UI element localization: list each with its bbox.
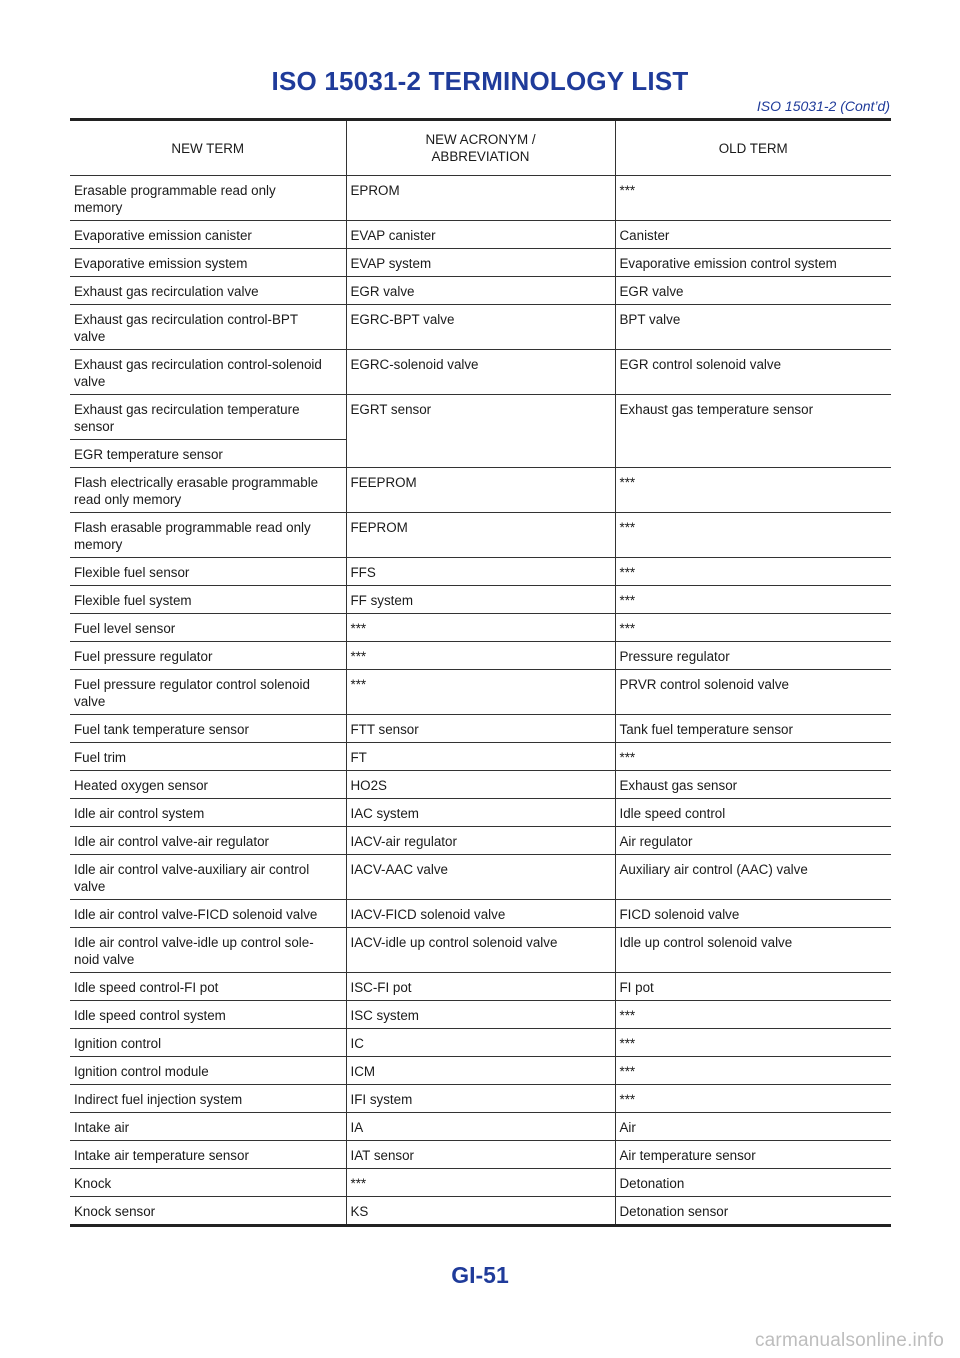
table-row — [70, 176, 891, 221]
new-term-cell: Ignition control module — [70, 1057, 346, 1085]
new-term-cell: Fuel tank temperature sensor — [70, 715, 346, 743]
old-term-cell: *** — [615, 558, 891, 586]
table-row — [70, 305, 891, 350]
table-row — [70, 928, 891, 973]
new-term-cell: Fuel trim — [70, 743, 346, 771]
new-term-cell: Erasable programmable read only memory — [70, 176, 346, 221]
acronym-cell: IFI system — [346, 1085, 615, 1113]
new-term-cell: Flexible fuel system — [70, 586, 346, 614]
new-term-cell: Evaporative emission system — [70, 249, 346, 277]
table-row — [70, 1001, 891, 1029]
table-row — [70, 900, 891, 928]
table-row — [70, 395, 891, 440]
acronym-cell: IC — [346, 1029, 615, 1057]
table-row — [70, 513, 891, 558]
old-term-cell: Detonation — [615, 1169, 891, 1197]
acronym-cell: HO2S — [346, 771, 615, 799]
old-term-cell: Air regulator — [615, 827, 891, 855]
acronym-cell: ISC-FI pot — [346, 973, 615, 1001]
new-term-cell: Idle speed control system — [70, 1001, 346, 1029]
old-term-cell: *** — [615, 1057, 891, 1085]
table-row — [70, 670, 891, 715]
new-term-cell: Idle air control valve-FICD solenoid valve — [70, 900, 346, 928]
page-subtitle: ISO 15031-2 (Cont’d) — [756, 98, 890, 114]
new-term-cell: EGR temperature sensor — [70, 440, 346, 468]
acronym-cell: *** — [346, 642, 615, 670]
old-term-cell: *** — [615, 176, 891, 221]
new-term-cell: Flexible fuel sensor — [70, 558, 346, 586]
new-term-cell: Intake air temperature sensor — [70, 1141, 346, 1169]
new-term-cell: Knock sensor — [70, 1197, 346, 1226]
acronym-cell: ICM — [346, 1057, 615, 1085]
table-row — [70, 642, 891, 670]
acronym-cell: FEPROM — [346, 513, 615, 558]
new-term-cell: Intake air — [70, 1113, 346, 1141]
acronym-cell: EVAP canister — [346, 221, 615, 249]
new-term-cell: Exhaust gas recirculation valve — [70, 277, 346, 305]
new-term-cell: Idle air control valve-idle up control sole- noid valve — [70, 928, 346, 973]
old-term-cell: Detonation sensor — [615, 1197, 891, 1226]
table-header — [70, 120, 891, 176]
new-term-cell: Ignition control — [70, 1029, 346, 1057]
old-term-cell: EGR valve — [615, 277, 891, 305]
table-row — [70, 221, 891, 249]
old-term-cell: BPT valve — [615, 305, 891, 350]
old-term-cell: FI pot — [615, 973, 891, 1001]
new-term-cell: Fuel pressure regulator — [70, 642, 346, 670]
old-term-cell: Evaporative emission control system — [615, 249, 891, 277]
column-header-acronym: NEW ACRONYM / ABBREVIATION — [346, 120, 615, 176]
acronym-cell: FEEPROM — [346, 468, 615, 513]
old-term-cell: *** — [615, 1029, 891, 1057]
old-term-cell: Idle up control solenoid valve — [615, 928, 891, 973]
old-term-cell: Air — [615, 1113, 891, 1141]
new-term-cell: Evaporative emission canister — [70, 221, 346, 249]
table-row — [70, 771, 891, 799]
new-term-cell: Idle speed control-FI pot — [70, 973, 346, 1001]
table-row — [70, 973, 891, 1001]
acronym-cell: KS — [346, 1197, 615, 1226]
old-term-cell: *** — [615, 586, 891, 614]
new-term-cell: Idle air control valve-auxiliary air control valve — [70, 855, 346, 900]
acronym-cell: *** — [346, 670, 615, 715]
acronym-cell: ISC system — [346, 1001, 615, 1029]
table-body — [70, 176, 891, 1226]
table-row — [70, 1141, 891, 1169]
acronym-cell: EPROM — [346, 176, 615, 221]
old-term-cell: *** — [615, 1085, 891, 1113]
new-term-cell: Flash electrically erasable programmable read only memory — [70, 468, 346, 513]
acronym-cell: EGRC-BPT valve — [346, 305, 615, 350]
new-term-cell: Knock — [70, 1169, 346, 1197]
old-term-cell: Auxiliary air control (AAC) valve — [615, 855, 891, 900]
old-term-cell: Pressure regulator — [615, 642, 891, 670]
acronym-cell: IACV-FICD solenoid valve — [346, 900, 615, 928]
table-row — [70, 1057, 891, 1085]
table-row — [70, 277, 891, 305]
new-term-cell: Flash erasable programmable read only memory — [70, 513, 346, 558]
old-term-cell: PRVR control solenoid valve — [615, 670, 891, 715]
table-row — [70, 1029, 891, 1057]
old-term-cell: Exhaust gas temperature sensor — [615, 395, 891, 468]
acronym-cell: IACV-air regulator — [346, 827, 615, 855]
terminology-table — [70, 118, 891, 1227]
table-row — [70, 1085, 891, 1113]
acronym-cell: FFS — [346, 558, 615, 586]
old-term-cell: Exhaust gas sensor — [615, 771, 891, 799]
table-row — [70, 1197, 891, 1226]
acronym-cell: IAC system — [346, 799, 615, 827]
new-term-cell: Exhaust gas recirculation temperature sensor — [70, 395, 346, 440]
acronym-cell: EGR valve — [346, 277, 615, 305]
old-term-cell: EGR control solenoid valve — [615, 350, 891, 395]
old-term-cell: *** — [615, 1001, 891, 1029]
acronym-cell: *** — [346, 1169, 615, 1197]
table-row — [70, 743, 891, 771]
table-row — [70, 1169, 891, 1197]
old-term-cell: *** — [615, 468, 891, 513]
new-term-cell: Fuel pressure regulator control solenoid valve — [70, 670, 346, 715]
old-term-cell: *** — [615, 513, 891, 558]
new-term-cell: Idle air control system — [70, 799, 346, 827]
table-row — [70, 799, 891, 827]
table-row — [70, 468, 891, 513]
old-term-cell: *** — [615, 614, 891, 642]
acronym-cell: IAT sensor — [346, 1141, 615, 1169]
table-row — [70, 614, 891, 642]
page-number: GI-51 — [451, 1262, 509, 1288]
table-row — [70, 586, 891, 614]
new-term-cell: Fuel level sensor — [70, 614, 346, 642]
table-row — [70, 715, 891, 743]
old-term-cell: Tank fuel temperature sensor — [615, 715, 891, 743]
new-term-cell: Heated oxygen sensor — [70, 771, 346, 799]
old-term-cell: FICD solenoid valve — [615, 900, 891, 928]
old-term-cell: *** — [615, 743, 891, 771]
old-term-cell: Canister — [615, 221, 891, 249]
table-row — [70, 855, 891, 900]
acronym-cell: FF system — [346, 586, 615, 614]
acronym-cell: EGRT sensor — [346, 395, 615, 468]
page-title: ISO 15031-2 TERMINOLOGY LIST — [271, 66, 689, 96]
acronym-cell: IACV-AAC valve — [346, 855, 615, 900]
new-term-cell: Exhaust gas recirculation control-BPT valve — [70, 305, 346, 350]
table-row — [70, 1113, 891, 1141]
new-term-cell: Indirect fuel injection system — [70, 1085, 346, 1113]
old-term-cell: Air temperature sensor — [615, 1141, 891, 1169]
new-term-cell: Idle air control valve-air regulator — [70, 827, 346, 855]
column-header-old-term: OLD TERM — [615, 120, 891, 176]
table-row — [70, 350, 891, 395]
column-header-new-term: NEW TERM — [171, 140, 245, 156]
acronym-cell: EGRC-solenoid valve — [346, 350, 615, 395]
table-row — [70, 827, 891, 855]
acronym-cell: FTT sensor — [346, 715, 615, 743]
new-term-cell: Exhaust gas recirculation control-solenoid valve — [70, 350, 346, 395]
acronym-cell: IA — [346, 1113, 615, 1141]
table-row — [70, 249, 891, 277]
acronym-cell: IACV-idle up control solenoid valve — [346, 928, 615, 973]
table-row — [70, 558, 891, 586]
acronym-cell: *** — [346, 614, 615, 642]
acronym-cell: FT — [346, 743, 615, 771]
watermark: carmanualsonline.info — [754, 1330, 944, 1351]
old-term-cell: Idle speed control — [615, 799, 891, 827]
acronym-cell: EVAP system — [346, 249, 615, 277]
